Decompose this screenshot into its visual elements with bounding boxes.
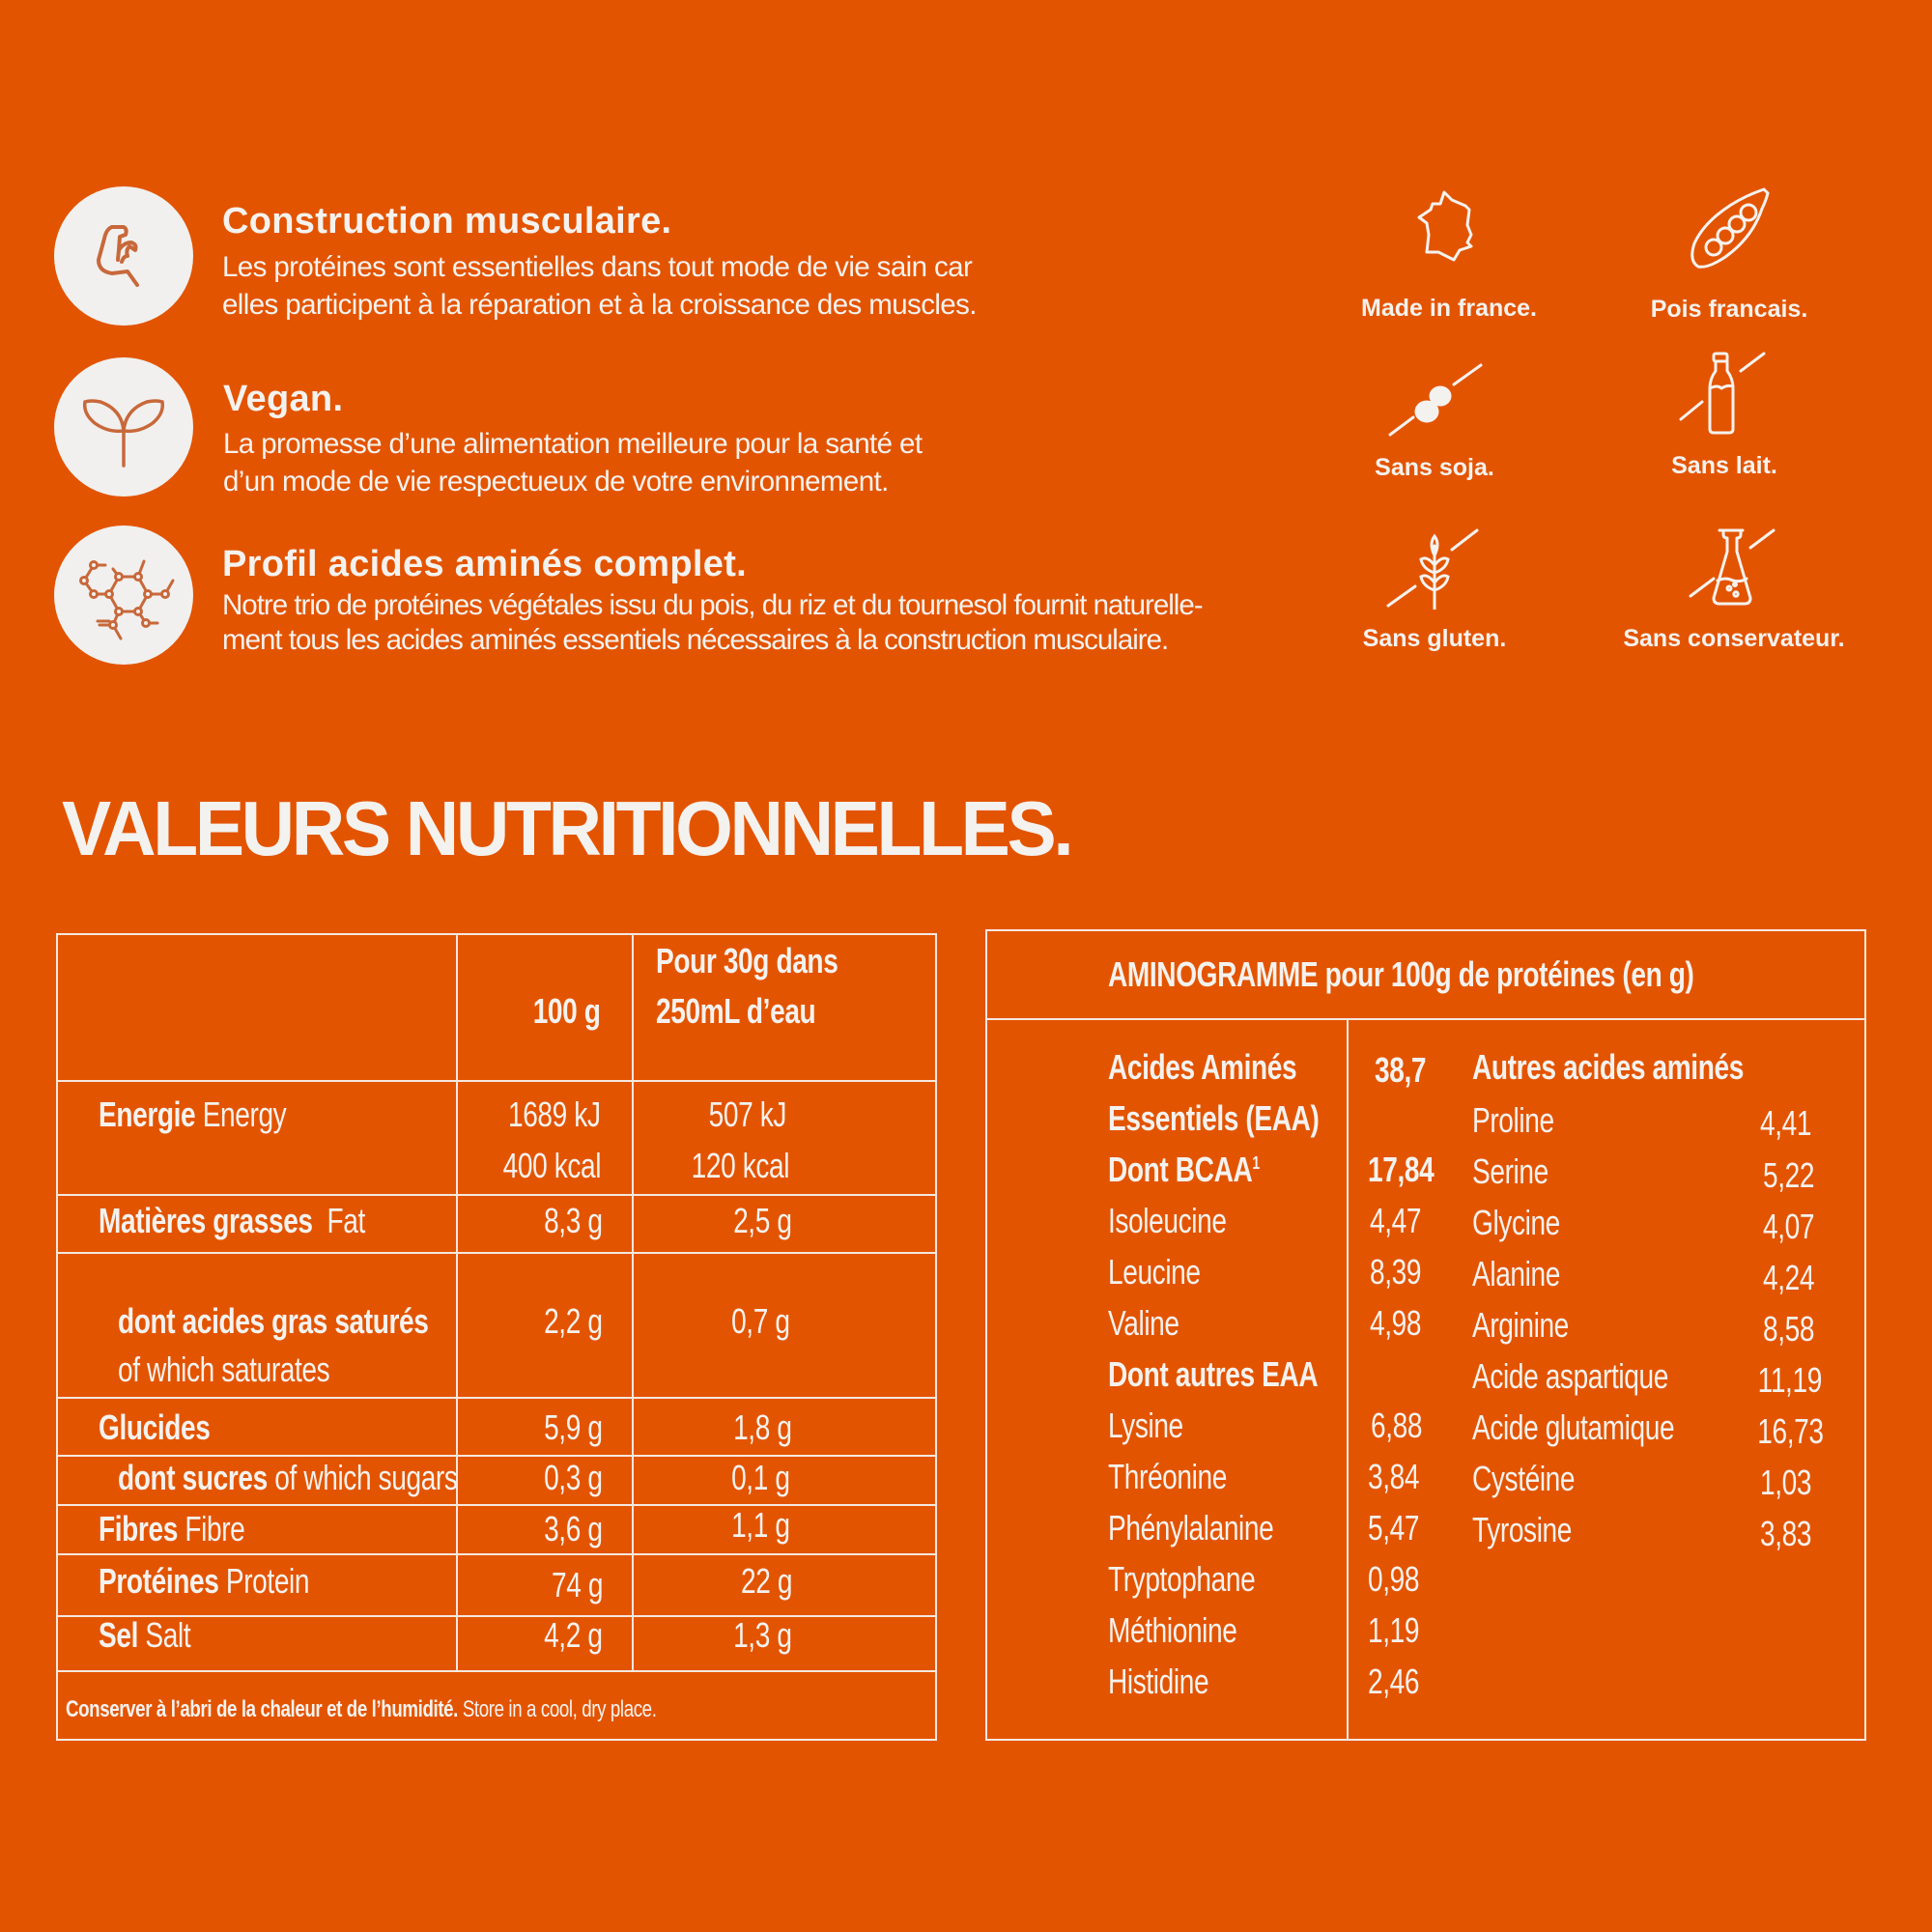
- other-eaa-label: Dont autres EAA: [1108, 1354, 1319, 1394]
- feature-desc-line: elles participent à la réparation et à la croissance des muscles.: [222, 289, 977, 321]
- amino-value: 3,83: [1759, 1514, 1811, 1553]
- muscle-arm-icon: [85, 217, 162, 295]
- storage-note-en: Store in a cool, dry place.: [462, 1696, 657, 1722]
- amino-value: 16,73: [1757, 1411, 1824, 1451]
- storage-note: [66, 1696, 657, 1723]
- cell-value: 0,7 g: [731, 1301, 790, 1341]
- amino-value: 2,46: [1368, 1662, 1420, 1701]
- amino-value: 4,98: [1370, 1303, 1422, 1343]
- label-en: Energy: [202, 1094, 287, 1134]
- label-en: Fat: [327, 1201, 365, 1240]
- plant-sprout-icon: [77, 381, 170, 473]
- amino-value: 5,22: [1762, 1155, 1814, 1195]
- column-header-100g: 100 g: [533, 991, 601, 1031]
- amino-name: Acide glutamique: [1472, 1407, 1675, 1447]
- row-divider: [56, 1397, 937, 1399]
- table-row-label: [99, 1509, 244, 1549]
- amino-name: Serine: [1472, 1151, 1548, 1191]
- badge-label: Sans conservateur.: [1623, 625, 1845, 652]
- molecule-icon-circle: [54, 526, 193, 665]
- no-preservative-icon: [1681, 526, 1787, 608]
- row-divider: [985, 1018, 1866, 1020]
- cell-value: 120 kcal: [691, 1146, 789, 1185]
- amino-value: 4,07: [1762, 1207, 1814, 1246]
- amino-name: Isoleucine: [1108, 1201, 1227, 1240]
- amino-value: 3,84: [1368, 1457, 1420, 1496]
- cell-value: 8,3 g: [544, 1201, 603, 1240]
- no-milk-icon: [1671, 350, 1777, 435]
- cell-value: 1,8 g: [733, 1407, 792, 1447]
- label-fr: dont sucres: [118, 1458, 268, 1497]
- row-divider: [56, 1455, 937, 1457]
- bcaa-label-text: Dont BCAA: [1108, 1150, 1253, 1189]
- table-row-label: [99, 1094, 286, 1135]
- eaa-label: Acides Aminés: [1108, 1047, 1297, 1087]
- column-divider: [456, 933, 458, 1671]
- table-row-label: [99, 1561, 309, 1602]
- row-divider: [56, 1194, 937, 1196]
- row-divider: [56, 1252, 937, 1254]
- france-map-icon: [1415, 188, 1483, 264]
- badge-label: Sans gluten.: [1362, 625, 1507, 652]
- amino-name: Lysine: [1108, 1406, 1183, 1445]
- row-divider: [56, 1553, 937, 1555]
- table-row-label-en: of which saturates: [118, 1350, 330, 1389]
- amino-value: 4,24: [1762, 1258, 1814, 1297]
- molecule-icon: [71, 542, 177, 648]
- table-row-label: [99, 1201, 365, 1241]
- feature-desc-line: Notre trio de protéines végétales issu du pois, du riz et du tournesol fournit naturelle-: [222, 589, 1203, 621]
- eaa-total: 38,7: [1375, 1050, 1427, 1090]
- label-en: Salt: [145, 1615, 191, 1655]
- badge-sans-conservateur: [1589, 526, 1879, 657]
- row-divider: [56, 1080, 937, 1082]
- amino-name: Phénylalanine: [1108, 1508, 1274, 1548]
- row-divider: [56, 1670, 937, 1672]
- muscle-icon-circle: [54, 186, 193, 326]
- amino-name: Tryptophane: [1108, 1559, 1256, 1599]
- cell-value: 1689 kJ: [508, 1094, 601, 1134]
- label-fr: Matières grasses: [99, 1201, 313, 1240]
- cell-value: 0,3 g: [544, 1458, 603, 1497]
- cell-value: 74 g: [551, 1565, 603, 1605]
- column-header-serving: 250mL d’eau: [656, 991, 816, 1031]
- badge-label: Made in france.: [1361, 295, 1537, 322]
- table-row-label: [118, 1458, 458, 1498]
- badge-pois-francais: [1584, 184, 1874, 328]
- cell-value: 400 kcal: [502, 1146, 601, 1185]
- feature-title: Construction musculaire.: [222, 201, 672, 242]
- cell-value: 0,1 g: [731, 1458, 790, 1497]
- amino-value: 8,58: [1762, 1309, 1814, 1349]
- bcaa-label: [1108, 1150, 1260, 1190]
- label-en: Fibre: [185, 1509, 245, 1548]
- cell-value: 3,6 g: [544, 1509, 603, 1548]
- cell-value: 1,3 g: [733, 1615, 792, 1655]
- aminogram-title: AMINOGRAMME pour 100g de protéines (en g): [1108, 954, 1694, 994]
- no-soy-icon: [1377, 359, 1492, 440]
- amino-name: Proline: [1472, 1100, 1554, 1140]
- amino-value: 5,47: [1368, 1508, 1420, 1548]
- label-fr: Protéines: [99, 1561, 219, 1601]
- amino-name: Alanine: [1472, 1254, 1560, 1293]
- feature-desc-line: d’un mode de vie respectueux de votre environnement.: [223, 466, 889, 497]
- amino-name: Tyrosine: [1472, 1510, 1573, 1549]
- bcaa-total: 17,84: [1368, 1150, 1435, 1189]
- badge-sans-soja: [1290, 359, 1579, 485]
- table-row-label: Glucides: [99, 1407, 211, 1447]
- feature-title: Profil acides aminés complet.: [222, 544, 748, 584]
- vegan-icon-circle: [54, 357, 193, 497]
- cell-value: 1,1 g: [731, 1505, 790, 1545]
- amino-name: Acide aspartique: [1472, 1356, 1668, 1396]
- cell-value: 5,9 g: [544, 1407, 603, 1447]
- storage-note-fr: Conserver à l’abri de la chaleur et de l’humidité.: [66, 1696, 459, 1722]
- cell-value: 4,2 g: [544, 1615, 603, 1655]
- label-fr: Energie: [99, 1094, 196, 1134]
- feature-desc-line: ment tous les acides aminés essentiels nécessaires à la construction musculaire.: [222, 624, 1169, 656]
- table-row-label: dont acides gras saturés: [118, 1301, 429, 1341]
- cell-value: 507 kJ: [708, 1094, 786, 1134]
- badge-sans-lait: [1579, 350, 1869, 485]
- feature-desc-line: La promesse d’une alimentation meilleure pour la santé et: [223, 428, 923, 460]
- amino-value: 4,47: [1370, 1201, 1422, 1240]
- amino-value: 4,41: [1759, 1103, 1811, 1143]
- amino-value: 8,39: [1370, 1252, 1422, 1292]
- badge-made-in-france: [1304, 188, 1594, 328]
- amino-value: 1,03: [1759, 1463, 1811, 1502]
- column-header-serving: Pour 30g dans: [656, 941, 838, 980]
- others-label: Autres acides aminés: [1472, 1047, 1744, 1087]
- amino-name: Méthionine: [1108, 1610, 1237, 1650]
- page-title: VALEURS NUTRITIONNELLES.: [62, 785, 1071, 871]
- label-fr: Fibres: [99, 1509, 178, 1548]
- label-en: Protein: [225, 1561, 310, 1601]
- amino-name: Histidine: [1108, 1662, 1209, 1701]
- amino-name: Cystéine: [1472, 1459, 1576, 1498]
- amino-value: 1,19: [1368, 1610, 1420, 1650]
- amino-name: Thréonine: [1108, 1457, 1227, 1496]
- feature-title: Vegan.: [223, 379, 344, 419]
- badge-sans-gluten: [1290, 526, 1579, 657]
- cell-value: 2,2 g: [544, 1301, 603, 1341]
- row-divider: [56, 1504, 937, 1506]
- badge-label: Sans lait.: [1671, 452, 1777, 479]
- label-fr: Sel: [99, 1615, 138, 1655]
- no-gluten-icon: [1377, 526, 1492, 610]
- cell-value: 22 g: [740, 1561, 792, 1601]
- amino-name: Arginine: [1472, 1305, 1569, 1345]
- feature-desc-line: Les protéines sont essentielles dans tout mode de vie sain car: [222, 251, 973, 283]
- table-row-label: [99, 1615, 190, 1656]
- column-divider: [1347, 1018, 1349, 1741]
- column-divider: [632, 933, 634, 1671]
- eaa-label: Essentiels (EAA): [1108, 1098, 1320, 1138]
- label-en: of which sugars: [274, 1458, 458, 1497]
- amino-value: 0,98: [1368, 1559, 1420, 1599]
- cell-value: 2,5 g: [733, 1201, 792, 1240]
- amino-name: Valine: [1108, 1303, 1179, 1343]
- amino-name: Glycine: [1472, 1203, 1560, 1242]
- amino-value: 6,88: [1371, 1406, 1423, 1445]
- footnote-marker: 1: [1252, 1153, 1260, 1173]
- pea-pod-icon: [1683, 184, 1776, 272]
- amino-name: Leucine: [1108, 1252, 1201, 1292]
- amino-value: 11,19: [1757, 1360, 1822, 1400]
- badge-label: Pois francais.: [1650, 296, 1808, 323]
- badge-label: Sans soja.: [1375, 454, 1494, 481]
